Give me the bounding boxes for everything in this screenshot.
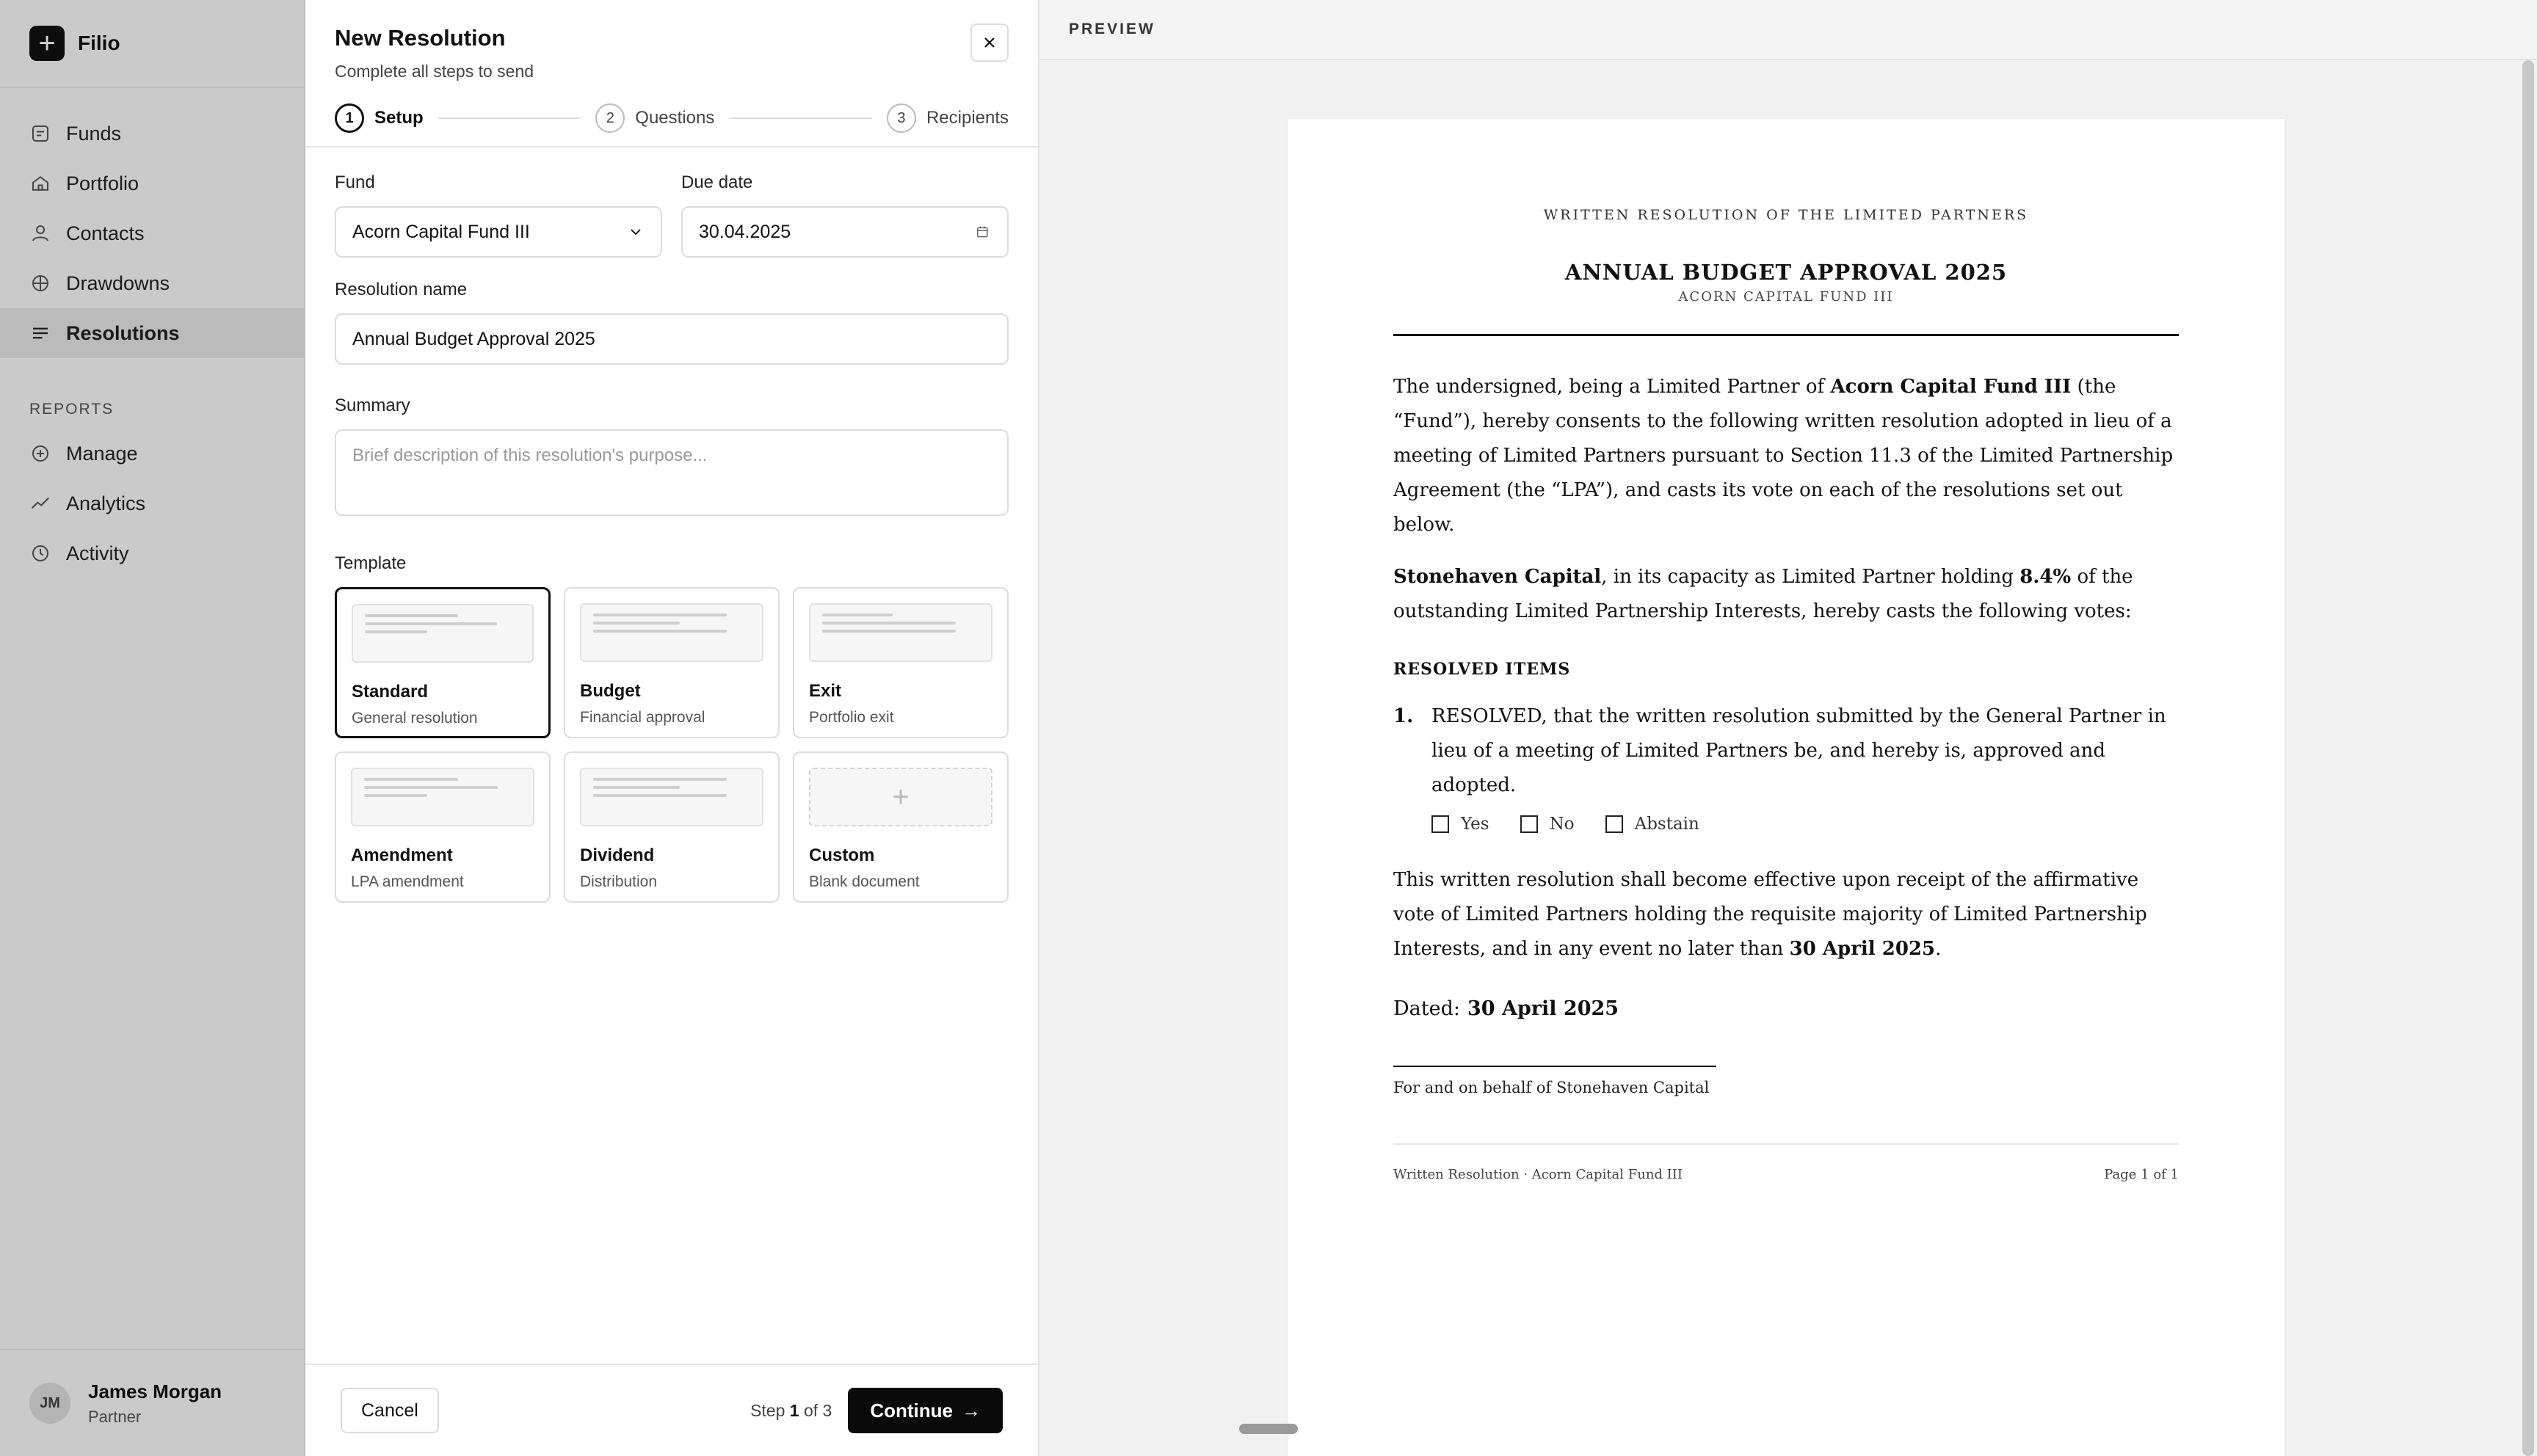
fund-select-value: Acorn Capital Fund III [352,221,530,242]
template-dividend[interactable] [564,751,780,903]
step-label: Recipients [926,108,1009,128]
doc-kicker: WRITTEN RESOLUTION OF THE LIMITED PARTNERS [1543,207,2029,223]
step-number: 2 [595,103,625,133]
template-subtitle: Blank document [809,873,920,890]
vote-label: Abstain [1634,815,1699,834]
step-label: Questions [635,108,715,128]
panel-title: New Resolution [335,25,506,51]
sidebar-item-label: Portfolio [66,172,139,194]
brand-name: Filio [78,32,120,54]
resolution-name-label: Resolution name [335,280,468,299]
template-thumbnail [580,603,763,662]
doc-fund-name: ACORN CAPITAL FUND III [1678,289,1894,305]
step-label: Setup [374,108,424,128]
signature-text: For and on behalf of Stonehaven Capital [1393,1079,1710,1096]
due-date-label: Due date [681,172,753,192]
template-thumbnail [352,604,534,663]
scrollbar-thumb[interactable] [2522,60,2534,1456]
text: . [1935,938,1942,960]
text: This written resolution shall become effective upon receipt of the affirmative vote of Limited Partners holding the requisite majority of Limited Partnership Interests, and in any event no later than [1393,869,2147,960]
template-subtitle: Portfolio exit [809,709,894,726]
template-subtitle: General resolution [352,710,478,727]
header-divider [305,146,1038,148]
sidebar-item-label: Contacts [66,222,145,244]
doc-title: ANNUAL BUDGET APPROVAL 2025 [1564,260,2008,285]
resolved-item [1393,699,2179,803]
plus-icon: + [809,768,992,826]
template-group [335,553,1009,903]
step-counter-suffix: of 3 [803,1400,832,1420]
cancel-button[interactable]: Cancel [341,1388,439,1433]
signature-line [1393,1066,1716,1067]
step-connector [438,117,581,119]
resolution-document [1288,119,2284,1456]
form-body [305,172,1038,903]
step-number: 1 [335,103,364,133]
due-date-input[interactable] [699,222,974,243]
doc-intro-paragraph [1393,370,2179,542]
template-title: Amendment [351,845,453,865]
user-role: Partner [88,1407,142,1426]
step-number: 3 [887,103,916,133]
template-subtitle: LPA amendment [351,873,464,890]
template-custom[interactable] [793,751,1009,903]
template-budget[interactable] [564,587,780,738]
doc-dated [1393,997,2179,1020]
preview-header: PREVIEW [1039,0,2537,60]
template-thumbnail [809,603,992,662]
stepper [305,95,1038,142]
user-name: James Morgan [88,1380,222,1402]
resolved-heading: RESOLVED ITEMS [1393,660,1571,679]
doc-footer [1393,1143,2179,1182]
panel-subtitle: Complete all steps to send [335,62,534,81]
vote-label: Yes [1461,815,1489,834]
template-title: Dividend [580,845,655,865]
step-questions[interactable] [595,103,714,133]
item-text: RESOLVED, that the written resolution submitted by the General Partner in lieu of a meeting of Limited Partners be, and hereby is, approved and adopted. [1431,705,2166,796]
sidebar-item-label: Manage [66,442,138,465]
template-subtitle: Financial approval [580,709,705,726]
fund-select[interactable] [335,206,662,258]
text: (the “Fund”), hereby consents to the following written resolution adopted in lieu of a meeting of Limited Partners pursuant to Section 11.3 of the Limited Partnership Agreement (the “LPA”), and casts its vote on each of the resolutions set out below. [1393,376,2174,536]
panel-footer [305,1364,1038,1456]
sidebar-item-label: Activity [66,542,129,564]
step-recipients[interactable] [887,103,1009,133]
text: , in its capacity as Limited Partner holding [1601,566,2020,588]
summary-textarea[interactable] [335,429,1009,516]
sidebar-item-label: Resolutions [66,321,180,344]
text: of the outstanding Limited Partnership Interests, hereby casts the following votes: [1393,566,2133,622]
template-label: Template [335,553,407,573]
doc-divider [1393,334,2179,336]
checkbox-icon [1520,815,1538,833]
dated-label: Dated: [1393,997,1460,1020]
modal-backdrop[interactable] [0,0,305,1456]
template-thumbnail [351,768,534,826]
close-button[interactable] [970,23,1009,62]
continue-label: Continue [870,1399,953,1422]
due-date-group [681,172,1009,258]
preview-pane [1039,0,2537,1456]
step-counter [750,1401,832,1421]
sidebar-item-label: Funds [66,122,122,145]
avatar: JM [29,1383,70,1424]
template-exit[interactable] [793,587,1009,738]
horizontal-scrollbar[interactable] [1239,1424,1298,1434]
resolution-name-group [335,280,1009,365]
template-standard[interactable] [335,587,551,738]
vertical-scrollbar[interactable] [2518,60,2537,1456]
resolution-name-field[interactable] [335,313,1009,365]
fund-group [335,172,662,258]
vote-label: No [1549,815,1575,834]
summary-label: Summary [335,396,410,415]
lp-name: Stonehaven Capital [1393,566,1602,588]
step-counter-prefix: Step [750,1400,785,1420]
doc-footer-right: Page 1 of 1 [2104,1167,2179,1182]
summary-group [335,396,1009,520]
chevron-down-icon [627,223,645,241]
effective-date: 30 April 2025 [1789,938,1936,960]
step-setup[interactable] [335,103,424,133]
holding-percent: 8.4% [2019,566,2072,588]
vote-yes[interactable] [1431,815,1489,834]
new-resolution-panel [305,0,1039,1456]
template-grid [335,587,1009,903]
reports-section-label: REPORTS [29,401,115,418]
doc-footer-left: Written Resolution · Acorn Capital Fund III [1393,1167,1683,1182]
brand-logo-icon: + [29,26,65,61]
item-number: 1. [1393,705,1414,727]
vote-no[interactable] [1520,815,1575,834]
step-counter-current: 1 [789,1400,799,1420]
arrow-right-icon: → [962,1399,981,1422]
fund-date-row [335,172,1009,258]
checkbox-icon [1431,815,1449,833]
sidebar-item-label: Drawdowns [66,272,170,294]
doc-effective-paragraph [1393,863,2179,967]
template-amendment[interactable] [335,751,551,903]
close-icon [981,34,998,51]
template-title: Budget [580,681,641,701]
resolution-name-input[interactable] [352,329,991,350]
fund-name: Acorn Capital Fund III [1830,376,2072,398]
step-connector [729,117,872,119]
continue-button[interactable] [848,1388,1003,1433]
vote-abstain[interactable] [1605,815,1699,834]
fund-label: Fund [335,172,375,192]
panel-header [305,0,1038,81]
template-subtitle: Distribution [580,873,658,890]
template-title: Custom [809,845,875,865]
template-thumbnail [580,768,763,826]
calendar-icon[interactable] [974,223,991,241]
sidebar-item-label: Analytics [66,492,146,514]
template-title: Standard [352,682,429,702]
due-date-field[interactable] [681,206,1009,258]
doc-holder-paragraph [1393,560,2179,629]
text: The undersigned, being a Limited Partner of [1393,376,1831,398]
checkbox-icon [1605,815,1623,833]
dated-value: 30 April 2025 [1467,997,1619,1020]
template-title: Exit [809,681,842,701]
vote-options [1431,815,2179,834]
